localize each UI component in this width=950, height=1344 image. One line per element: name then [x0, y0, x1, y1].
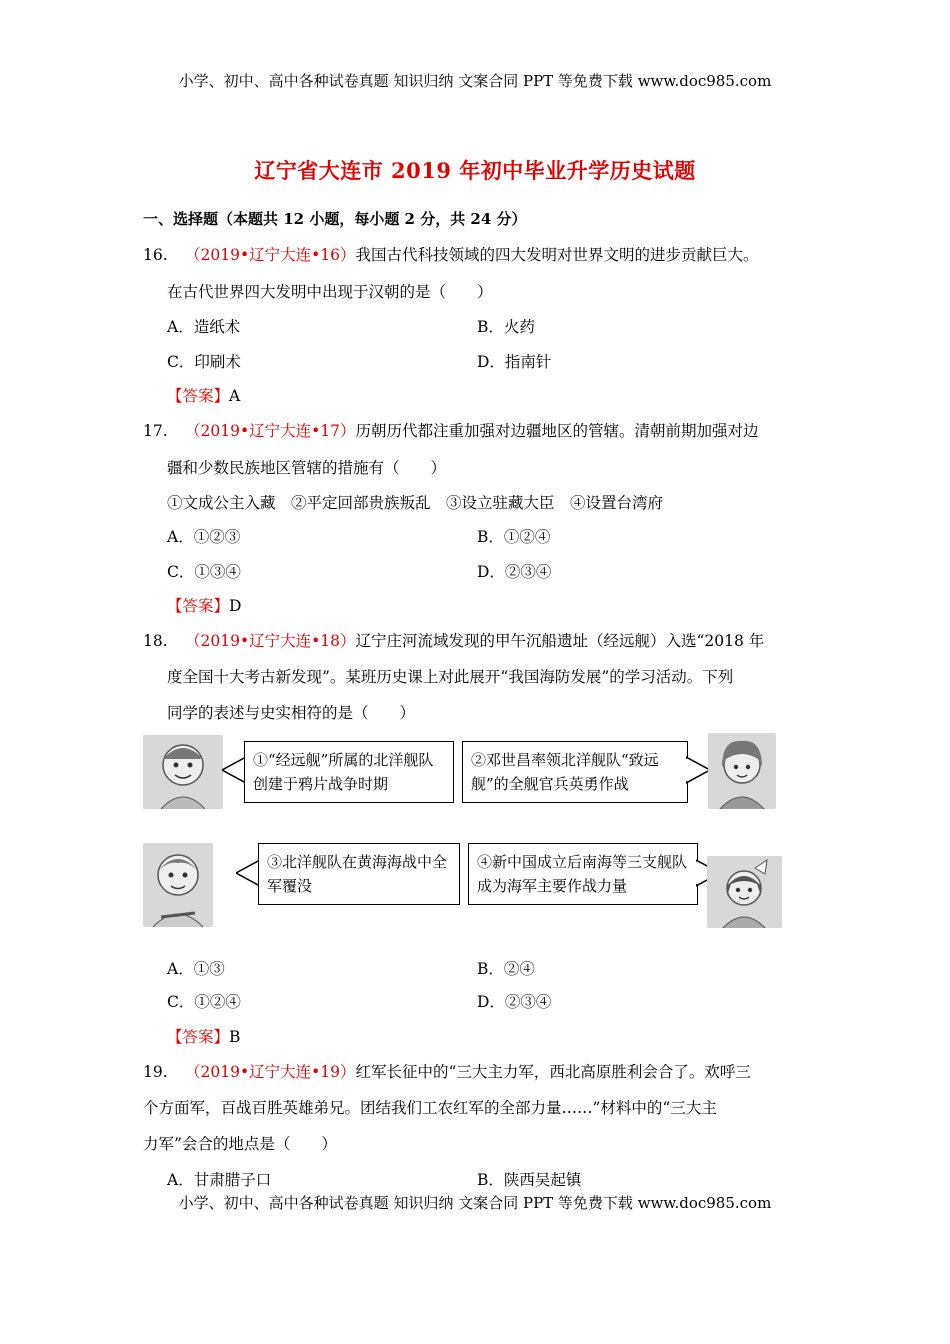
question-source: （2019•辽宁大连•19）: [185, 1063, 356, 1081]
answer-value: A: [229, 387, 241, 405]
option-a: A．造纸术: [167, 318, 241, 336]
girl-cartoon-icon: [707, 856, 782, 928]
question-number: 17.: [143, 422, 168, 440]
question-19-line2: 个方面军，百战百胜英雄弟兄。团结我们工农红军的全部力量……”材料中的“三大主: [143, 1099, 717, 1117]
question-18-line3: 同学的表述与史实相符的是（ ）: [167, 704, 416, 722]
answer-value: B: [229, 1028, 241, 1046]
option-c: C．印刷术: [167, 353, 241, 371]
option-d: D．指南针: [477, 353, 552, 371]
option-b: B．②④: [477, 960, 535, 978]
question-number: 19.: [143, 1063, 168, 1081]
boy-cartoon-icon: [143, 843, 213, 927]
question-19-line1: [143, 1060, 751, 1082]
question-19-line3: 力军”会合的地点是（ ）: [143, 1135, 337, 1153]
bubble-tail-left: [236, 858, 260, 888]
student-avatar-3: [143, 843, 213, 927]
page-footer: 小学、初中、高中各种试卷真题 知识归纳 文案合同 PPT 等免费下载 www.doc985.com: [178, 1194, 772, 1212]
student-avatar-1: [143, 735, 223, 809]
girl-cartoon-icon: [708, 733, 776, 809]
option-a: A．①③: [167, 960, 225, 978]
answer-16: [167, 384, 240, 406]
question-18-line2: 度全国十大考古新发现”。某班历史课上对此展开“我国海防发展”的学习活动。下列: [167, 668, 734, 686]
answer-label: 【答案】: [167, 387, 230, 405]
speech-bubble-1: ①“经远舰”所属的北洋舰队创建于鸦片战争时期: [244, 741, 454, 803]
question-17-line1: [143, 419, 758, 441]
question-17-items: ①文成公主入藏 ②平定回部贵族叛乱 ③设立驻藏大臣 ④设置台湾府: [167, 494, 664, 512]
student-avatar-4: [707, 856, 782, 928]
option-c: C．①②④: [167, 993, 241, 1011]
section-heading: 一、选择题（本题共 12 小题，每小题 2 分，共 24 分）: [143, 210, 527, 228]
question-18-line1: [143, 629, 764, 651]
question-source: （2019•辽宁大连•17）: [185, 422, 356, 440]
question-text: 辽宁庄河流域发现的甲午沉船遗址（经远舰）入选“2018 年: [355, 632, 765, 650]
question-source: （2019•辽宁大连•18）: [185, 632, 356, 650]
option-d: D．②③④: [477, 993, 552, 1011]
question-17-line2: 疆和少数民族地区管辖的措施有（ ）: [167, 459, 447, 477]
answer-value: D: [229, 597, 242, 615]
question-source: （2019•辽宁大连•16）: [185, 246, 356, 264]
answer-label: 【答案】: [167, 1028, 230, 1046]
option-b: B．陕西吴起镇: [477, 1171, 582, 1189]
question-number: 18.: [143, 632, 168, 650]
question-text: 我国古代科技领域的四大发明对世界文明的进步贡献巨大。: [355, 246, 759, 264]
answer-label: 【答案】: [167, 597, 230, 615]
student-avatar-2: [708, 733, 776, 809]
question-number: 16.: [143, 246, 168, 264]
speech-bubble-2: ②邓世昌率领北洋舰队“致远舰”的全舰官兵英勇作战: [462, 741, 688, 803]
speech-bubble-3: ③北洋舰队在黄海海战中全军覆没: [258, 843, 460, 905]
question-text: 红军长征中的“三大主力军，西北高原胜利会合了。欢呼三: [355, 1063, 751, 1081]
bubble-tail-right: [686, 755, 710, 785]
option-a: A．①②③: [167, 528, 241, 546]
boy-cartoon-icon: [143, 735, 223, 809]
page-header: 小学、初中、高中各种试卷真题 知识归纳 文案合同 PPT 等免费下载 www.doc985.com: [178, 72, 772, 90]
question-16-line2: 在古代世界四大发明中出现于汉朝的是（ ）: [167, 283, 493, 301]
question-16-line1: [143, 243, 758, 265]
bubble-tail-left: [222, 755, 246, 785]
page-title: 辽宁省大连市 2019 年初中毕业升学历史试题: [254, 158, 696, 183]
question-text: 历朝历代都注重加强对边疆地区的管辖。清朝前期加强对边: [355, 422, 759, 440]
speech-bubble-4: ④新中国成立后南海等三支舰队成为海军主要作战力量: [468, 843, 698, 905]
answer-17: [167, 594, 241, 616]
answer-18: [167, 1025, 240, 1047]
option-b: B．①②④: [477, 528, 551, 546]
option-c: C．①③④: [167, 563, 241, 581]
option-d: D．②③④: [477, 563, 552, 581]
option-b: B．火药: [477, 318, 535, 336]
option-a: A．甘肃腊子口: [167, 1171, 272, 1189]
